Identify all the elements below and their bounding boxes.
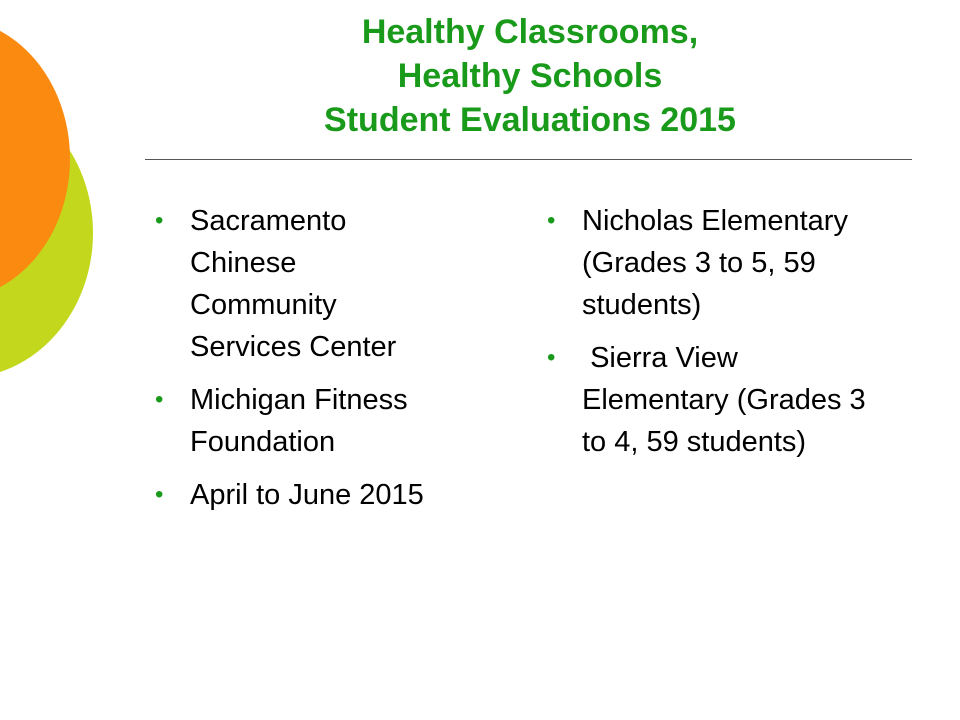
list-item-text: Sacramento Chinese Community Services Center (190, 205, 397, 363)
bullet-icon: • (155, 386, 164, 413)
slide-title (160, 10, 900, 142)
list-item-text: Michigan Fitness Foundation (190, 384, 408, 458)
list-item (150, 474, 495, 516)
bullet-icon: • (547, 344, 556, 371)
left-bullet-list (150, 200, 495, 527)
bullet-icon: • (547, 207, 556, 234)
list-item-text: Nicholas Elementary (Grades 3 to 5, 59 students) (582, 205, 848, 321)
right-bullet-list (542, 200, 887, 474)
bullet-icon: • (155, 481, 164, 508)
title-line-2: Healthy Schools (397, 57, 663, 95)
bullet-icon: • (155, 207, 164, 234)
list-item-text: April to June 2015 (190, 479, 424, 511)
list-item (150, 200, 490, 368)
list-item (542, 200, 887, 326)
title-divider (145, 159, 912, 160)
title-line-3: Student Evaluations 2015 (324, 101, 736, 139)
list-item (542, 337, 887, 463)
list-item-text: Sierra View Elementary (Grades 3 to 4, 59 students) (582, 342, 874, 458)
list-item (150, 379, 495, 463)
title-line-1: Healthy Classrooms, (361, 13, 699, 51)
